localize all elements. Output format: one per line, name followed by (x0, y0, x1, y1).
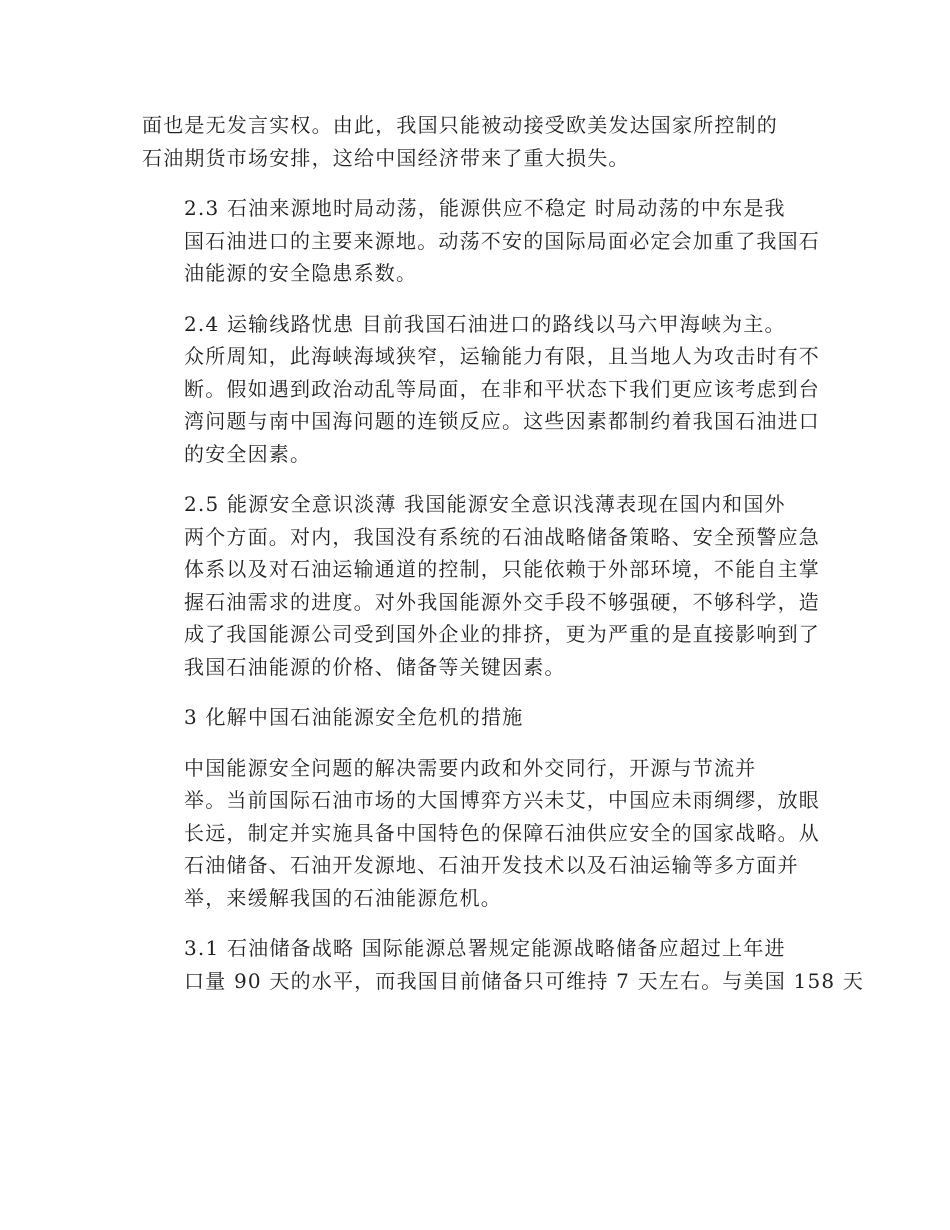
text-line: 举，来缓解我国的石油能源危机。 (184, 885, 502, 910)
text-line: 举。当前国际石油市场的大国博弈方兴未艾，中国应未雨绸缪，放眼 (184, 788, 820, 812)
text-line: 握石油需求的进度。对外我国能源外交手段不够强硬，不够科学，造 (184, 589, 820, 614)
text-line: 2.3 石油来源地时局动荡，能源供应不稳定 时局动荡的中东是我 (184, 196, 786, 220)
text-line: 2.5 能源安全意识淡薄 我国能源安全意识浅薄表现在国内和国外 (184, 492, 786, 516)
text-line: 油能源的安全隐患系数。 (184, 261, 418, 285)
text-line: 国石油进口的主要来源地。动荡不安的国际局面必定会加重了我国石 (184, 228, 820, 253)
text-line: 断。假如遇到政治动乱等局面，在非和平状态下我们更应该考虑到台 (184, 376, 820, 401)
text-line: 石油期货市场安排，这给中国经济带来了重大损失。 (142, 145, 630, 170)
text-line: 两个方面。对内，我国没有系统的石油战略储备策略、安全预警应急 (184, 524, 820, 549)
paragraph (142, 932, 865, 997)
text-line: 口量 90 天的水平，而我国目前储备只可维持 7 天左右。与美国 158 天 (184, 968, 865, 993)
text-line: 3 化解中国石油能源安全危机的措施 (184, 705, 524, 729)
text-line: 我国石油能源的价格、储备等关键因素。 (184, 654, 566, 679)
text-line: 石油储备、石油开发源地、石油开发技术以及石油运输等多方面并 (184, 853, 799, 877)
text-line: 3.1 石油储备战略 国际能源总署规定能源战略储备应超过上年进 (184, 936, 786, 960)
text-line: 众所周知，此海峡海域狭窄，运输能力有限，且当地人为攻击时有不 (184, 344, 820, 368)
text-line: 中国能源安全问题的解决需要内政和外交同行，开源与节流并 (184, 755, 757, 780)
paragraph (142, 109, 808, 174)
text-line: 体系以及对石油运输通道的控制，只能依赖于外部环境，不能自主掌 (184, 557, 820, 581)
text-line: 长远，制定并实施具备中国特色的保障石油供应安全的国家战略。从 (184, 820, 820, 845)
paragraph (142, 192, 820, 290)
paragraph (142, 701, 808, 734)
text-line: 的安全因素。 (184, 441, 312, 466)
paragraph (142, 308, 820, 471)
text-line: 成了我国能源公司受到国外企业的排挤，更为严重的是直接影响到了 (184, 622, 820, 646)
paragraph (142, 488, 820, 683)
paragraph (142, 752, 820, 915)
text-line: 2.4 运输线路忧患 目前我国石油进口的路线以马六甲海峡为主。 (184, 311, 786, 336)
text-line: 面也是无发言实权。由此，我国只能被动接受欧美发达国家所控制的 (142, 113, 778, 137)
text-line: 湾问题与南中国海问题的连锁反应。这些因素都制约着我国石油进口 (184, 409, 820, 433)
document-body (142, 109, 865, 1015)
